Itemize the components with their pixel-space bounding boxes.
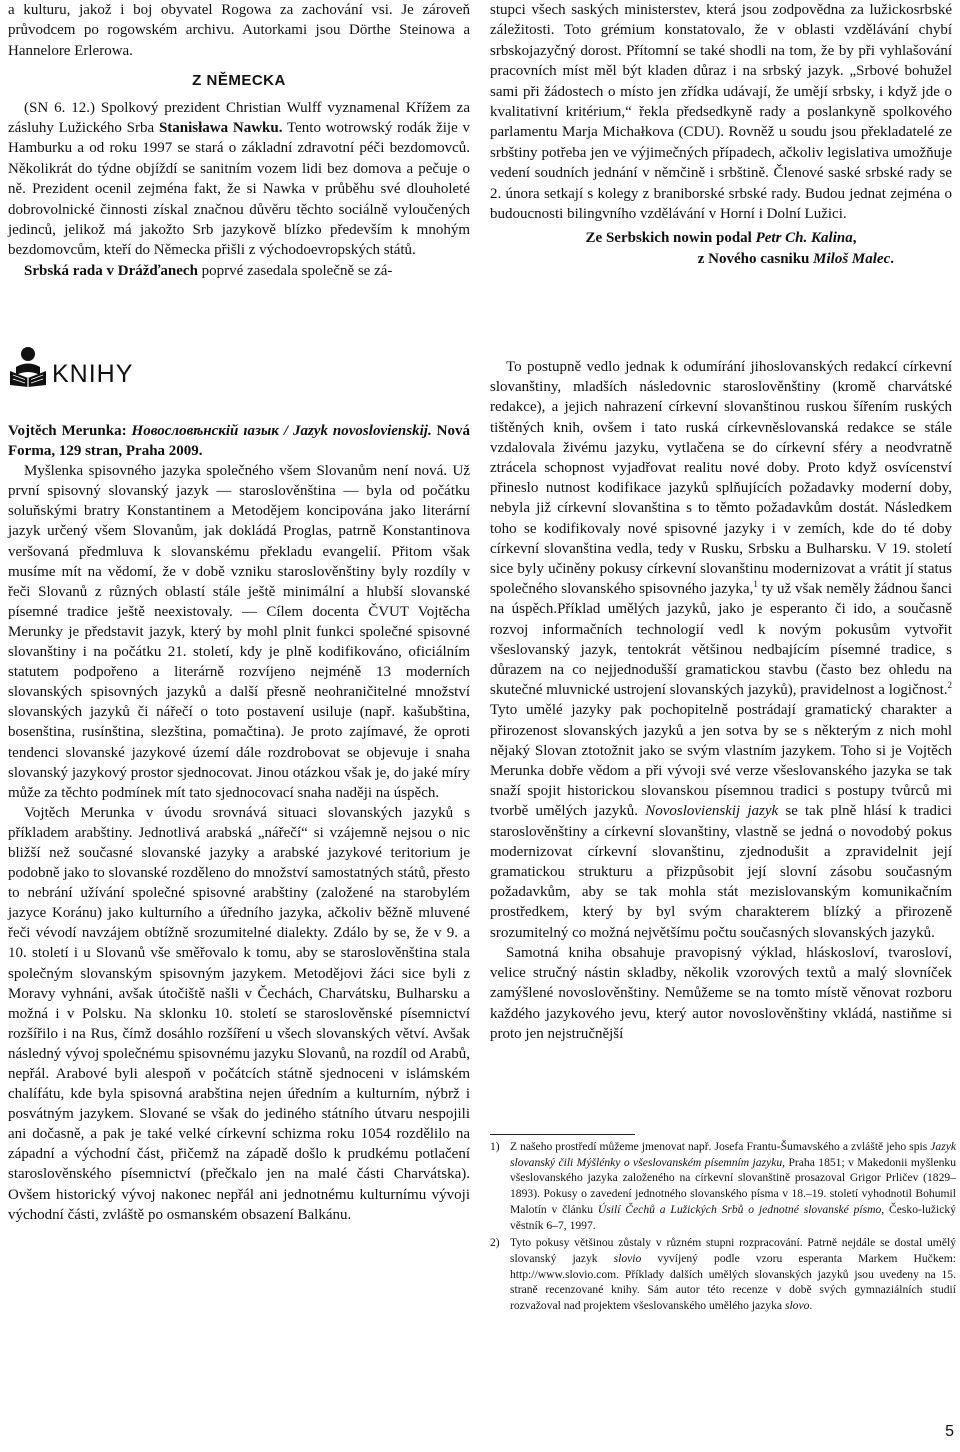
wulff-paragraph: (SN 6. 12.) Spolkový prezident Christian Wulff vyznamenal Křížem za zásluhy Lužického Srba Stanisława Nawku. Tento wotrowský rodák žije v Hamburku a od roku 1997 se stará o základní zdravotní péči bezdomovců. Několikrát do týdne objíždí se sanitním vozem lidi bez domova a pečuje o ně. Prezident ocenil zejména fakt, že si Nawka v průběhu své dlouholeté dobrovolnické činnosti získal značnou důvěru těchto sociálně vyloučených jedinců, jelikož má jakožto Srb jazykově blízko především k mnohým bezdomovcům, kteří do Německa přišli z východoevropských států. (8, 99, 470, 259)
review-right-column (490, 357, 952, 1044)
review-paragraph-1: Myšlenka spisovného jazyka společného všem Slovanům není nová. Už první spisovný slovanský jazyk — staroslověnština — byla od počátku soluňskými bratry Konstantinem a Metodějem koncipována jako literární jazyk určený všem Slovanům, jak dokládá Proglas, patrně Konstantinova veršovaná předmluva k slovanskému překladu evangelií. Přitom však musíme mít na vědomí, že v době vzniku staroslověnštiny byly rozdíly v řeči Slovanů z různých oblastí stále ještě minimální a hlubší slovanské písemné tradice ještě neexistovaly. — Cílem docenta ČVUT Vojtěcha Merunky je představit jazyk, který by mohl plnit funkci společné spisovné slovanštiny i na počátku 21. století, kdy je plně kodifikováno, oficiálním statutem podpořeno a literárně rozvíjeno nejméně 13 moderních slovanských spisovných jazyků a další přesně neohraničitelné množství slovanských jazyků či nářečí o toto postavení usiluje (např. kašubština, bosenština, rusínština, slezština, pomačtina). Je proto zajímavé, že oproti tendenci slovanské jazykové území dále rozdrobovat se objevuje i snaha slovanský jazykový prostor sjednocovat. Jinou otázkou však je, do jaké míry může za těchto podmínek mít tato sjednocovací snaha naději na úspěch. (8, 463, 470, 801)
top-right-column (490, 0, 952, 269)
intro-paragraph: a kulturu, jakož i boj obyvatel Rogowa za zachování vsi. Je zároveň průvodcem po rogowském archivu. Autorkami jsou Dörthe Steinowa a Hannelore Erlerowa. (8, 2, 470, 59)
book-reader-icon (8, 345, 48, 387)
section-heading: Z NĚMECKA (192, 72, 286, 90)
footnote-number: 1) (490, 1140, 500, 1153)
footnote-divider (490, 1134, 635, 1135)
continued-paragraph: stupci všech saských ministerstev, která jsou zodpovědna za lužickosrbské záležitosti. Toto grémium konstatovalo, že v oblasti vzdělávání chybí srbskojazyčný dorost. Přítomní se také shodli na tom, že by při vyhlašování pracovních míst měl být kladen důraz i na srbský jazyk. „Srbové bohužel sami při žádostech o místo jen zřídka udávají, že umějí srbsky, i když jde o kvalitativní kritérium,“ řekla předsedkyně rady a poslankyně spolkového parlamentu Marja Michałkova (CDU). Rovněž u soudu jsou překladatelé ze srbštiny potřeba jen ve výjimečných případech, ačkoliv legislativa umožňuje vedení soudních jednání v němčině i srbštině. Členové saské srbské rady se 2. února setkají s kolegy z braniborské srbské rady. Budou jednat zejména o budoucnosti bilingvního vzdělávání v Horní i Dolní Lužici. (490, 2, 952, 223)
srbska-rada-paragraph: Srbská rada v Drážďanech poprvé zasedala společně se zá- (24, 262, 393, 279)
knihy-section-header (8, 345, 470, 387)
footnote-text: Tyto pokusy většinou zůstaly v různém stupni rozpracování. Patrně nejdále se dostal umělý slovanský jazyk slovio vyvíjený podle vzoru esperanta Markem Hučkem: http://www.slovio.com. Příklady dalších umělých slovanských jazyků jsou uvedeny na 15. straně recenzované knihy. Sám autor této recenze v době svých gymnaziálních studií rozvažoval nad projektem všeslovanského umělého jazyka slovo. (510, 1236, 956, 1313)
review-left-column (8, 345, 470, 1225)
book-citation: Vojtěch Merunka: Новословѣнскій ıазык / Jazyk novoslovienskij. Nová Forma, 129 stran, Praha 2009. (8, 423, 471, 460)
review-paragraph-2: Vojtěch Merunka v úvodu srovnává situaci slovanských jazyků s příkladem arabštiny. Jednotlivá arabská „nářečí“ si vzájemně nejsou o nic bližší než současné slovanské jazyky a arabské jazykové teritorium je podobně jako to slovanské rozděleno do množství samostatných států, přesto to nebrání užívání společné spisovné arabštiny (založené na starobylém jazyce Koránu) jako kulturního a úředního jazyka, ačkoliv běžně mluvené řeči vévodí navzájem obtížně srozumitelné dialekty. Zdálo by se, že v 9. a 10. století i u Slovanů vše směřovalo k tomu, aby se staroslověnština stala společným slovanským spisovným jazykem. Metodějovi žáci sice byli z Moravy vyhnáni, avšak útočiště našli v Čechách, Charvátsku, Bulharsku a možná i v Polsku. Na sklonku 10. století se staroslověnské písemnictví rozšířilo i na Rus, čímž dosáhlo rozšíření u všech slovanských větví. Avšak následný vývoj společnému spisovnému jazyku Slovanů, na rozdíl od Arabů, nepřál. Arabové byli alespoň v počátcích státně sjednoceni v islámském chalífátu, kde byla spisovná arabština nejen úředním a kulturním, nýbrž i posvátným jazykem. Slované se však do jediného státního útvaru nespojili ani dočasně, a pak je také velké církevní schizma roku 1054 rozdělilo na západní a východní část, přičemž na západě došlo k prudkému potlačení staroslověnského písemnictví (přečkalo jen na malé části Charvátska). Ovšem historický vývoj nakonec nepřál ani jednotnému kulturnímu vývoji východní části, zvláště po osmanském obsazení Balkánu. (8, 804, 471, 1223)
footnote-1 (490, 1139, 956, 1233)
review-paragraph-3: To postupně vedlo jednak k odumírání jihoslovanských redakcí církevní slovanštiny, mladších následovnic staroslověnštiny (kromě charvátské redakce), a jejich nahrazení církevní slovanštinou ruskou šířením ruských tištěných knih, ovšem i tato ruská církevněslovanská redakce se stále vzdalovala živému jazyku, vytlačena se do církevní sféry a neodvratně ztrácela schopnost vyjadřovat realitu nové doby. Proto když osvícenství přineslo nutnost kodifikace jazyků splňujících požadavky moderní doby, nebyla již církevní slovanština s to těmto požadavkům dostát. Následkem toho se kodifikovaly nové spisovné jazyky i v zemích, kde do té doby církevní slovanština vedla, tedy v Rusku, Srbsku a Bulharsku. V 19. století sice byly učiněny pokusy církevní slovanštinu modernizovat a vrátit jí status společného slovanského spisovného jazyka,$^1$ ty už však neměly žádnou šanci na úspěch.Příklad umělých jazyků, jako je esperanto či ido, a současně rozvoj informačních technologií vedl k novým pokusům vytvořit všeslovanský jazyk, tentokrát většinou nedbajícím písemné tradice, s důrazem na co nejjednodušší gramatickou stavbu (často bez ohledu na skutečné mluvnické ustrojení slovanských jazyků), pravidelnost a logičnost.$^2$ Tyto umělé jazyky pak pochopitelně postrádají gramatický charakter a přirozenost slovanských jazyků a jen sotva by se s některým z nich mohl nějaký Slovan ztotožnit jako se svým vlastním jazykem. Toho si je Vojtěch Merunka dobře vědom a při vývoji své verze všeslovanského jazyka se tak snaží spojit historickou slovanskou písemnou tradici s postupy tvůrců mi tvorbě umělých jazyků. Novoslovienskij jazyk se tak plně hlásí k tradici staroslověnštiny a církevní slovanštiny, vlastně se jedná o novodobý pokus modernizovat církevní slovanštinu, zjednodušit a zpravidelnit její gramatickou strukturu a přizpůsobit její slovní zásobu současným požadavkům, aby se tak mohla stát mezislovanským komunikačním prostředkem, který by byl svým charakterem blízký a přirozeně srozumitelný co možná největšímu počtu současných slovanských jazyků. (490, 359, 953, 941)
top-left-column (8, 0, 470, 281)
credit-line-1: Ze Serbskich nowin podal Petr Ch. Kalina, (585, 230, 857, 247)
review-paragraph-4: Samotná kniha obsahuje pravopisný výklad, hláskosloví, tvarosloví, velice stručný nástin skladby, několik vzorových textů a malý slovníček zamýšlené novoslověnštiny. Nemůžeme se na tomto místě věnovat rozboru každého jazykového jevu, který autor novoslověnštiny vkládá, nastiňme si proto jen nejstručnější (490, 944, 952, 1042)
footnote-text: Z našeho prostředí můžeme jmenovat např. Josefa Frantu-Šumavského a zvláště jeho spis Jazyk slovanský čili Mýšlénky o všeslovanském písemním jazyku, Praha 1851; v Makedonii myšlenku všeslovanského jazyka založeného na církevní slovanštině prosazoval Grigor Prličev (1829–1893). Pokusy o zavedení jednotného slovanského písma v 18.–19. století vyhodnotil Bohumil Malotín v článku Úsilí Čechů a Lužických Srbů o jednotné slovanské písmo, Česko-lužický věstník 6–7, 1997. (510, 1140, 957, 1232)
footnote-2 (490, 1235, 956, 1314)
knihy-title: KNIHY (52, 360, 134, 388)
page-number: 5 (945, 1422, 954, 1440)
credit-line-2: z Nového casniku Miloš Malec. (697, 250, 894, 267)
footnote-number: 2) (490, 1236, 500, 1250)
footnotes (490, 1139, 956, 1314)
